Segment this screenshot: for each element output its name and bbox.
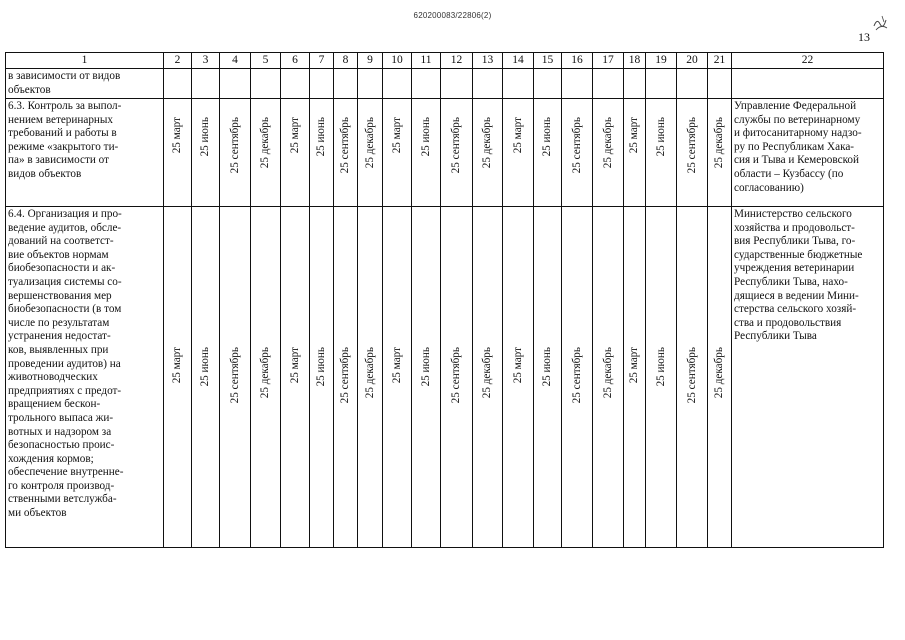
deadline-date: 25 декабрь [481,117,493,169]
column-number-row [6,53,884,69]
cell-line: стерства сельского хозяй- [734,303,857,316]
deadline-cell [281,207,310,548]
cell-line: согласованию) [734,181,804,194]
cell-line: дований на соответст- [8,235,114,248]
deadline-cell [281,99,310,207]
deadline-cell [310,99,334,207]
deadline-date: 25 декабрь [601,347,614,399]
cell-line: дящиеся в ведении Мини- [734,289,859,302]
deadline-date: 25 декабрь [713,117,725,169]
deadline-cell [593,99,624,207]
column-number: 11 [412,53,441,69]
column-number: 2 [164,53,192,69]
deadline-date: 25 март [171,347,183,384]
column-number: 15 [534,53,562,69]
cell-line: Управление Федеральной [734,100,857,112]
cell-line: вотных и надзором за [8,425,112,438]
continuation-row [6,69,884,99]
column-number: 5 [251,53,281,69]
deadline-date: 25 июнь [199,117,211,157]
deadline-cell [220,99,251,207]
deadline-date: 25 июнь [541,117,553,157]
empty-cell [732,69,884,99]
deadline-cell [441,207,473,548]
cell-line: животноводческих [8,371,98,384]
deadline-cell [383,207,412,548]
deadline-date: 25 декабрь [259,347,271,399]
cell-line: туализация системы со- [8,275,122,288]
cell-line: вращением бескон- [8,398,101,411]
cell-line: проведении аудитов) на [8,357,121,370]
deadline-date: 25 декабрь [259,117,271,169]
cell-line: хождения кормов; [8,452,94,465]
column-number: 6 [281,53,310,69]
deadline-date: 25 март [171,117,183,154]
cell-line: нением ветеринарных [8,113,114,126]
deadline-cell [192,207,220,548]
cell-line: режиме «закрытого ти- [8,140,119,153]
continuation-description [6,69,164,99]
deadline-date: 25 сентябрь [685,117,698,174]
empty-cell [677,69,708,99]
deadline-cell [310,207,334,548]
deadline-cell [358,99,383,207]
empty-cell [534,69,562,99]
column-number: 1 [6,53,164,69]
column-number: 3 [192,53,220,69]
deadline-date: 25 сентябрь [450,117,462,174]
column-number: 21 [708,53,732,69]
deadline-date: 25 июнь [654,347,667,387]
deadline-cell [220,207,251,548]
empty-cell [251,69,281,99]
deadline-date: 25 сентябрь [570,347,583,404]
empty-cell [503,69,534,99]
column-number: 18 [624,53,646,69]
deadline-cell [412,207,441,548]
cell-line: устранения недостат- [8,330,111,343]
cell-line: Республики Тыва, нахо- [734,275,848,288]
deadline-cell [251,99,281,207]
cell-line: хозяйства и продовольст- [734,221,855,234]
responsible-party [732,99,884,207]
deadline-date: 25 июнь [419,117,432,157]
deadline-cell [708,207,732,548]
cell-line: ру по Республикам Хака- [734,140,855,153]
cell-line: числе по результатам [8,316,110,329]
deadline-cell [708,99,732,207]
deadline-date: 25 март [628,117,640,154]
column-number: 22 [732,53,884,69]
deadline-cell [534,99,562,207]
cell-line: учреждения ветеринарии [734,262,855,275]
deadline-cell [503,207,534,548]
deadline-cell [334,207,358,548]
cell-line: объектов [8,83,51,96]
empty-cell [281,69,310,99]
empty-cell [220,69,251,99]
deadline-cell [646,207,677,548]
deadline-cell [192,99,220,207]
column-number: 13 [473,53,503,69]
cell-line: ственными ветслужба- [8,493,117,506]
cell-line: видов объектов [8,167,82,180]
cell-line: службы по ветеринарному [734,113,861,126]
deadline-date: 25 март [511,117,524,154]
cell-line: вие объектов нормам [8,248,109,261]
handwritten-mark-icon [872,12,890,34]
deadline-date: 25 март [390,117,403,154]
deadline-date: 25 июнь [419,347,432,387]
deadline-cell [473,207,503,548]
responsible-party [732,207,884,548]
cell-line: и фитосанитарному надзо- [734,127,862,140]
cell-line: области – Кузбассу (по [734,167,844,180]
column-number: 16 [562,53,593,69]
deadline-cell [473,99,503,207]
empty-cell [358,69,383,99]
deadline-cell [562,99,593,207]
deadline-cell [593,207,624,548]
document-id: 620200083/22806(2) [413,11,492,20]
deadline-date: 25 март [288,117,301,154]
deadline-date: 25 сентябрь [339,117,351,174]
cell-line: сия и Тыва и Кемеровской [734,154,860,167]
empty-cell [383,69,412,99]
cell-line: ков, выявленных при [8,343,109,356]
deadline-date: 25 март [390,347,403,384]
cell-line: обеспечение внутренне- [8,466,124,479]
table-row [6,207,884,548]
deadline-cell [624,207,646,548]
cell-line: ства и продовольствия [734,316,842,329]
cell-line: Республики Тыва [734,330,817,343]
deadline-date: 25 сентябрь [450,347,462,404]
column-number: 7 [310,53,334,69]
cell-line: биобезопасности (в том [8,303,122,316]
cell-line: 6.3. Контроль за выпол- [8,100,122,112]
deadline-date: 25 июнь [315,347,327,387]
deadline-date: 25 март [628,347,640,384]
empty-cell [562,69,593,99]
cell-line: 6.4. Организация и про- [8,208,122,220]
empty-cell [412,69,441,99]
deadline-cell [412,99,441,207]
empty-cell [310,69,334,99]
deadline-date: 25 декабрь [601,117,614,169]
schedule-table [5,52,884,548]
deadline-cell [503,99,534,207]
deadline-cell [441,99,473,207]
table-row [6,99,884,207]
deadline-date: 25 декабрь [481,347,493,399]
empty-cell [708,69,732,99]
cell-line: безопасностью проис- [8,439,115,452]
cell-line: па» в зависимости от [8,154,109,167]
empty-cell [473,69,503,99]
column-number: 20 [677,53,708,69]
column-number: 8 [334,53,358,69]
page-number: 13 [858,30,870,44]
deadline-cell [334,99,358,207]
empty-cell [164,69,192,99]
deadline-date: 25 июнь [199,347,211,387]
deadline-date: 25 сентябрь [228,117,241,174]
cell-line: вершенствования мер [8,289,112,302]
deadline-date: 25 июнь [315,117,327,157]
empty-cell [334,69,358,99]
column-number: 4 [220,53,251,69]
deadline-cell [164,207,192,548]
cell-line: ведение аудитов, обсле- [8,221,122,234]
deadline-cell [358,207,383,548]
deadline-date: 25 декабрь [363,347,376,399]
cell-line: трольного выпаса жи- [8,411,114,424]
column-number: 10 [383,53,412,69]
empty-cell [646,69,677,99]
empty-cell [624,69,646,99]
deadline-date: 25 март [288,347,301,384]
cell-line: в зависимости от видов [8,70,121,82]
column-number: 14 [503,53,534,69]
empty-cell [192,69,220,99]
deadline-cell [646,99,677,207]
deadline-date: 25 декабрь [713,347,725,399]
deadline-cell [251,207,281,548]
deadline-cell [624,99,646,207]
empty-cell [441,69,473,99]
deadline-cell [164,99,192,207]
column-number: 17 [593,53,624,69]
cell-line: Министерство сельского [734,208,852,220]
measure-description [6,207,164,548]
deadline-date: 25 июнь [541,347,553,387]
empty-cell [593,69,624,99]
deadline-date: 25 сентябрь [339,347,351,404]
cell-line: ми объектов [8,507,67,520]
deadline-cell [677,99,708,207]
cell-line: го контроля производ- [8,479,115,492]
deadline-date: 25 март [511,347,524,384]
cell-line: сударственные бюджетные [734,248,863,261]
deadline-date: 25 сентябрь [685,347,698,404]
cell-line: биобезопасности и ак- [8,262,116,275]
column-number: 12 [441,53,473,69]
deadline-date: 25 декабрь [363,117,376,169]
deadline-date: 25 июнь [654,117,667,157]
cell-line: предприятиях с предот- [8,384,122,397]
cell-line: требований и работы в [8,127,117,140]
measure-description [6,99,164,207]
deadline-date: 25 сентябрь [228,347,241,404]
deadline-cell [677,207,708,548]
column-number: 19 [646,53,677,69]
deadline-cell [383,99,412,207]
deadline-date: 25 сентябрь [570,117,583,174]
cell-line: вия Республики Тыва, го- [734,235,856,248]
deadline-cell [562,207,593,548]
column-number: 9 [358,53,383,69]
deadline-cell [534,207,562,548]
